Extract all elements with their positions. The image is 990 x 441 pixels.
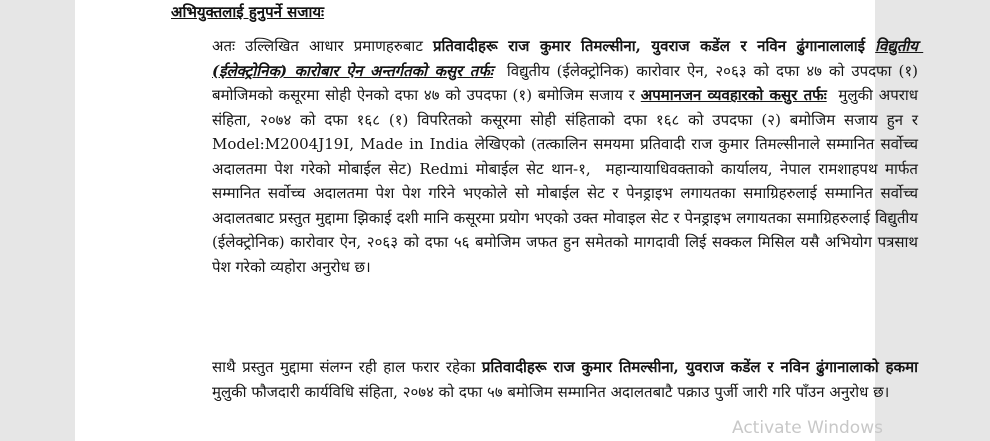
activate-windows-watermark: Activate Windows xyxy=(732,418,883,438)
criminal-code-text: मुलुकी अपराध संहिता, २०७४ को दफा १६८ (१) विपरितको कसूरमा सोही संहिताको दफा १६८ को उपदफा (२) बमोजिम सजाय हुन र Model:M2004J19I, Made in India लेखिएको (तत्कालिन समयमा प्रतिवादी राज कुमार तिमल्सीनाले सम्मानित सर्वोच्च अदालतमा पेश गरेको मोबाईल सेट) Redmi मोबाईल सेट थान-१, महान्यायाधिवक्ताको कार्यालय, नेपाल रामशाहपथ मार्फत सम्मानित सर्वोच्च अदालतमा पेश पेश गरिने भएकोले सो मोबाईल सेट र पेनड्राइभ लगायतका समाग्रिहरुलाई सम्मानित सर्वोच्च अदालतबाट प्रस्तुत मुद्दामा झिकाई दशी मानि कसूरमा प्रयोग भएको उक्त मोवाइल सेट र पेनड्राइभ लगायतका समाग्रिहरुलाई विद्युतीय (ईलेक्ट्रोनिक) कारोवार ऐन, २०६३ को दफा ५६ बमोजिम जफत हुन समेतको मागदावी लिई सक्कल मिसिल यसै अभियोग पत्रसाथ पेश गरेको व्यहोरा अनुरोध छ। xyxy=(212,86,923,276)
electronic-transactions-act-heading: विद्युतीय (ईलेक्ट्रोनिक) कारोबार ऐन अन्तर्गतको कसुर तर्फः xyxy=(212,37,924,80)
electronic-act-text: विद्युतीय (ईलेक्ट्रोनिक) कारोवार ऐन, २०६३ को दफा ४७ को उपदफा (१) बमोजिमको कसूरमा सोही ऐनको दफा ४७ को उपदफा (१) बमोजिम सजाय र xyxy=(212,61,923,104)
paragraph-charges xyxy=(212,34,924,279)
arrest-intro-text: साथै प्रस्तुत मुद्दामा संलग्न रही हाल फरार रहेका xyxy=(212,358,482,376)
section-heading: अभियुक्तलाई हुनुपर्ने सजायः xyxy=(171,3,325,21)
paragraph-intro-text: अतः उल्लिखित आधार प्रमाणहरुबाट xyxy=(212,37,433,55)
defamation-offence-heading: अपमानजन व्यवहारको कसुर तर्फः xyxy=(640,86,827,104)
arrest-request-text: मुलुकी फौजदारी कार्यविधि संहिता, २०७४ को दफा ५७ बमोजिम सम्मानित अदालतबाटै पक्राउ पुर्जी जारी गरि पाँउन अनुरोध छ। xyxy=(212,358,923,401)
paragraph-arrest-warrant xyxy=(212,355,923,404)
document-page xyxy=(75,0,924,441)
absconding-accused-names: प्रतिवादीहरू राज कुमार तिमल्सीना, युवराज कडेंल र नविन ढुंगानालाको हकमा xyxy=(481,358,918,376)
spacer-text xyxy=(865,37,875,55)
accused-names: प्रतिवादीहरू राज कुमार तिमल्सीना, युवराज कडेंल र नविन ढुंगानालालाई xyxy=(433,37,866,55)
